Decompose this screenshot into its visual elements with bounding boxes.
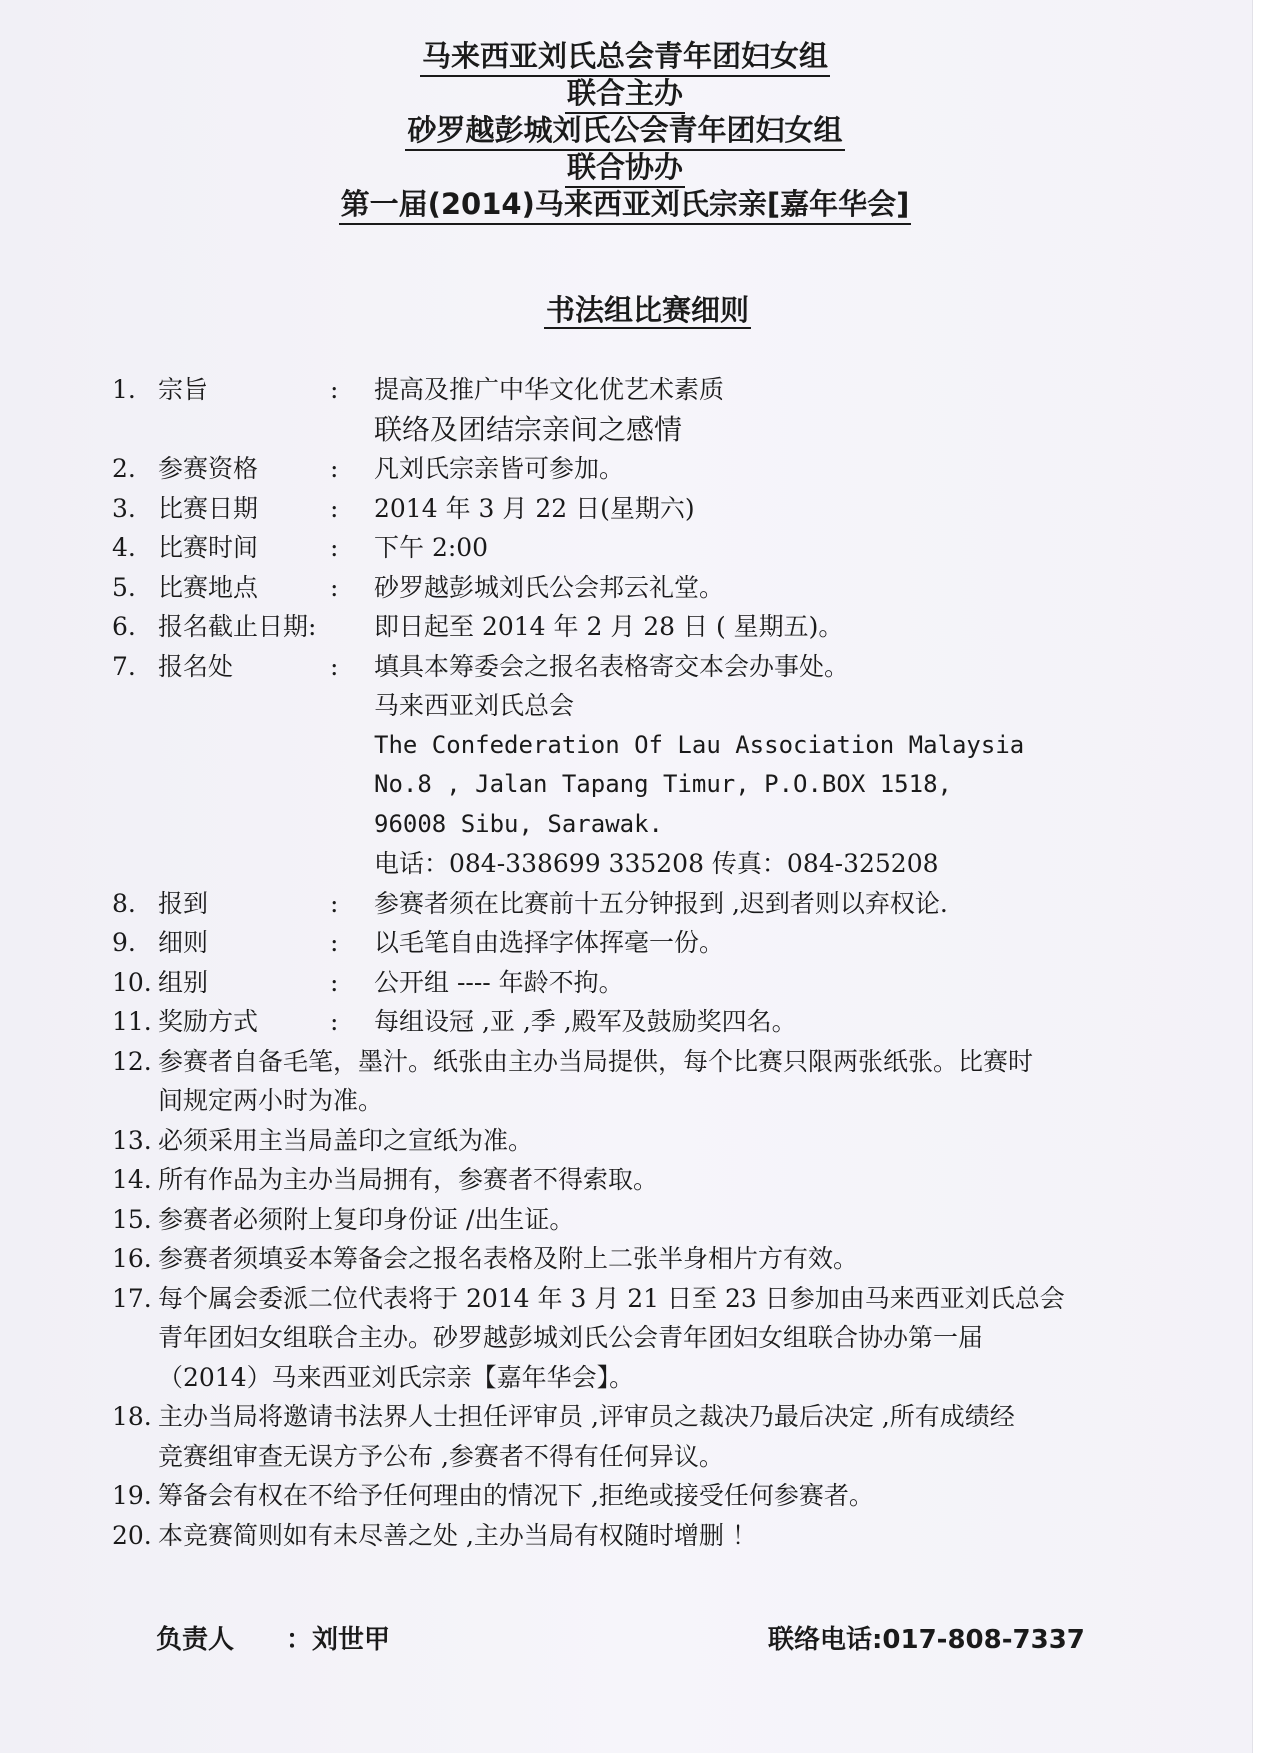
rule-text-line: 参赛者须填妥本筹备会之报名表格及附上二张半身相片方有效。 [158, 1244, 859, 1273]
rule-row [112, 568, 1182, 608]
rule-paragraph [112, 1516, 1182, 1556]
rule-number: 11. [112, 1007, 152, 1036]
rule-number: 7. [112, 651, 136, 681]
rule-colon: : [330, 1007, 339, 1036]
rule-text-line: （2014）马来西亚刘氏宗亲【嘉年华会】。 [158, 1362, 635, 1392]
rule-row [112, 844, 1182, 884]
rule-label: 比赛地点 [158, 572, 259, 602]
rule-row [112, 963, 1182, 1003]
rule-row [112, 726, 1182, 766]
rule-colon: : [330, 967, 339, 997]
rule-paragraph [112, 1397, 1182, 1476]
rule-text-line: 每个属会委派二位代表将于 2014 年 3 月 21 日至 23 日参加由马来西亚刘氏总会 [158, 1283, 1065, 1313]
rule-colon: : [330, 375, 339, 404]
rule-value: The Confederation Of Lau Association Malaysia [374, 730, 1025, 759]
rule-row [112, 528, 1182, 568]
rule-paragraph [112, 1476, 1182, 1516]
rule-label: 参赛资格 [158, 454, 259, 483]
rule-row [112, 765, 1182, 805]
rule-number: 17. [112, 1283, 152, 1313]
rule-number: 10. [112, 967, 152, 997]
rule-row [112, 607, 1182, 647]
page-edge [1252, 0, 1275, 1753]
rule-value: 参赛者须在比赛前十五分钟报到 ,迟到者则以弃权论. [374, 888, 948, 918]
rule-number: 2. [112, 454, 136, 483]
rule-number: 14. [112, 1165, 152, 1194]
rule-label: 报到 [158, 888, 209, 918]
rule-value: 96008 Sibu, Sarawak. [374, 809, 663, 838]
rule-number: 4. [112, 533, 136, 562]
contact-person [156, 1621, 391, 1659]
rule-text-line: 参赛者自备毛笔，墨汁。纸张由主办当局提供，每个比赛只限两张纸张。比赛时 [158, 1046, 1034, 1076]
rule-number: 15. [112, 1204, 152, 1234]
header-event-name: 第一届(2014)马来西亚刘氏宗亲[嘉年华会] [339, 186, 912, 225]
rule-paragraph [112, 1160, 1182, 1200]
rule-colon: : [330, 888, 339, 918]
document-header [0, 38, 1250, 223]
rule-value: 砂罗越彭城刘氏公会邦云礼堂。 [374, 572, 725, 602]
rule-number: 16. [112, 1244, 152, 1273]
rule-value: 凡刘氏宗亲皆可参加。 [374, 454, 625, 483]
rule-row [112, 686, 1182, 726]
rule-label: 报名截止日期: [158, 612, 317, 641]
rule-number: 8. [112, 888, 136, 918]
rule-text-line: 主办当局将邀请书法界人士担任评审员 ,评审员之裁决乃最后决定 ,所有成绩经 [158, 1402, 1015, 1431]
contact-phone: 联络电话:017-808-7337 [768, 1625, 1085, 1655]
rule-value: 2014 年 3 月 22 日(星期六) [374, 493, 695, 523]
header-organizer-role: 联合主办 [565, 75, 685, 114]
rule-row [112, 1002, 1182, 1042]
rule-value: 下午 2:00 [374, 533, 489, 562]
rule-label: 细则 [158, 928, 209, 957]
rule-number: 6. [112, 612, 136, 641]
rule-colon: : [330, 651, 339, 681]
rule-text-line: 必须采用主当局盖印之宣纸为准。 [158, 1125, 534, 1155]
rule-label: 报名处 [158, 651, 234, 681]
rule-number: 18. [112, 1402, 152, 1431]
rule-label: 比赛时间 [158, 533, 259, 562]
rule-row [112, 370, 1182, 410]
rule-colon: : [330, 572, 339, 602]
rule-value: 公开组 ---- 年龄不拘。 [374, 967, 624, 997]
rule-text-line: 本竞赛简则如有未尽善之处 ,主办当局有权随时增删 ！ [158, 1520, 757, 1550]
rule-row [112, 805, 1182, 845]
rule-text-line: 间规定两小时为准。 [158, 1086, 384, 1115]
rule-row [112, 923, 1182, 963]
rule-colon: : [330, 493, 339, 523]
rule-number: 13. [112, 1125, 152, 1155]
rule-value: 每组设冠 ,亚 ,季 ,殿军及鼓励奖四名。 [374, 1007, 797, 1036]
rule-label: 宗旨 [158, 375, 209, 404]
rule-colon: : [330, 928, 339, 957]
header-co-organizer: 砂罗越彭城刘氏公会青年团妇女组 [405, 112, 844, 151]
rule-paragraph [112, 1200, 1182, 1240]
rule-value: 以毛笔自由选择字体挥毫一份。 [374, 928, 725, 957]
rule-text-line: 竞赛组审查无误方予公布 ,参赛者不得有任何异议。 [158, 1441, 724, 1471]
rule-value: 即日起至 2014 年 2 月 28 日 ( 星期五)。 [374, 612, 844, 641]
rule-colon: : [330, 533, 339, 562]
rule-number: 3. [112, 493, 136, 523]
rule-row [112, 449, 1182, 489]
rule-text-line: 筹备会有权在不给予任何理由的情况下 ,拒绝或接受任何参赛者。 [158, 1481, 874, 1510]
title-text: 书法组比赛细则 [545, 293, 749, 327]
rule-row [112, 884, 1182, 924]
rule-value: 电话：084-338699 335208 传真：084-325208 [374, 849, 939, 878]
rules-list [112, 370, 1182, 1555]
rule-row [112, 647, 1182, 687]
rule-number: 5. [112, 572, 136, 602]
header-co-organizer-role: 联合协办 [565, 149, 685, 188]
rule-number: 12. [112, 1046, 152, 1076]
rule-paragraph [112, 1279, 1182, 1398]
rule-number: 9. [112, 928, 136, 957]
rule-text-line: 参赛者必须附上复印身份证 /出生证。 [158, 1204, 575, 1234]
rule-label: 比赛日期 [158, 493, 259, 523]
rule-number: 19. [112, 1481, 152, 1510]
rule-colon: : [330, 454, 339, 483]
rule-text-line: 所有作品为主办当局拥有，参赛者不得索取。 [158, 1165, 659, 1194]
rule-paragraph [112, 1239, 1182, 1279]
rule-number: 1. [112, 375, 136, 404]
rule-value: 填具本筹委会之报名表格寄交本会办事处。 [374, 651, 850, 681]
paragraph-rows [112, 1042, 1182, 1556]
rule-text-line: 青年团妇女组联合主办。砂罗越彭城刘氏公会青年团妇女组联合协办第一届 [158, 1323, 984, 1352]
page-title [0, 292, 1275, 328]
rule-row [112, 489, 1182, 529]
contact-person-label: 负责人 [156, 1625, 235, 1655]
rule-value: No.8 , Jalan Tapang Timur, P.O.BOX 1518, [374, 770, 952, 798]
rule-paragraph [112, 1121, 1182, 1161]
rule-row [112, 410, 1182, 450]
contact-person-name: ：刘世甲 [286, 1625, 391, 1655]
rule-label: 组别 [158, 967, 209, 997]
header-organizer: 马来西亚刘氏总会青年团妇女组 [420, 38, 830, 77]
rule-value: 提高及推广中华文化优艺术素质 [374, 375, 725, 404]
rule-value: 联络及团结宗亲间之感情 [374, 412, 683, 446]
rule-number: 20. [112, 1520, 152, 1550]
rule-rows [112, 370, 1182, 1042]
rule-label: 奖励方式 [158, 1007, 259, 1036]
rule-paragraph [112, 1042, 1182, 1121]
rule-value: 马来西亚刘氏总会 [374, 691, 575, 720]
